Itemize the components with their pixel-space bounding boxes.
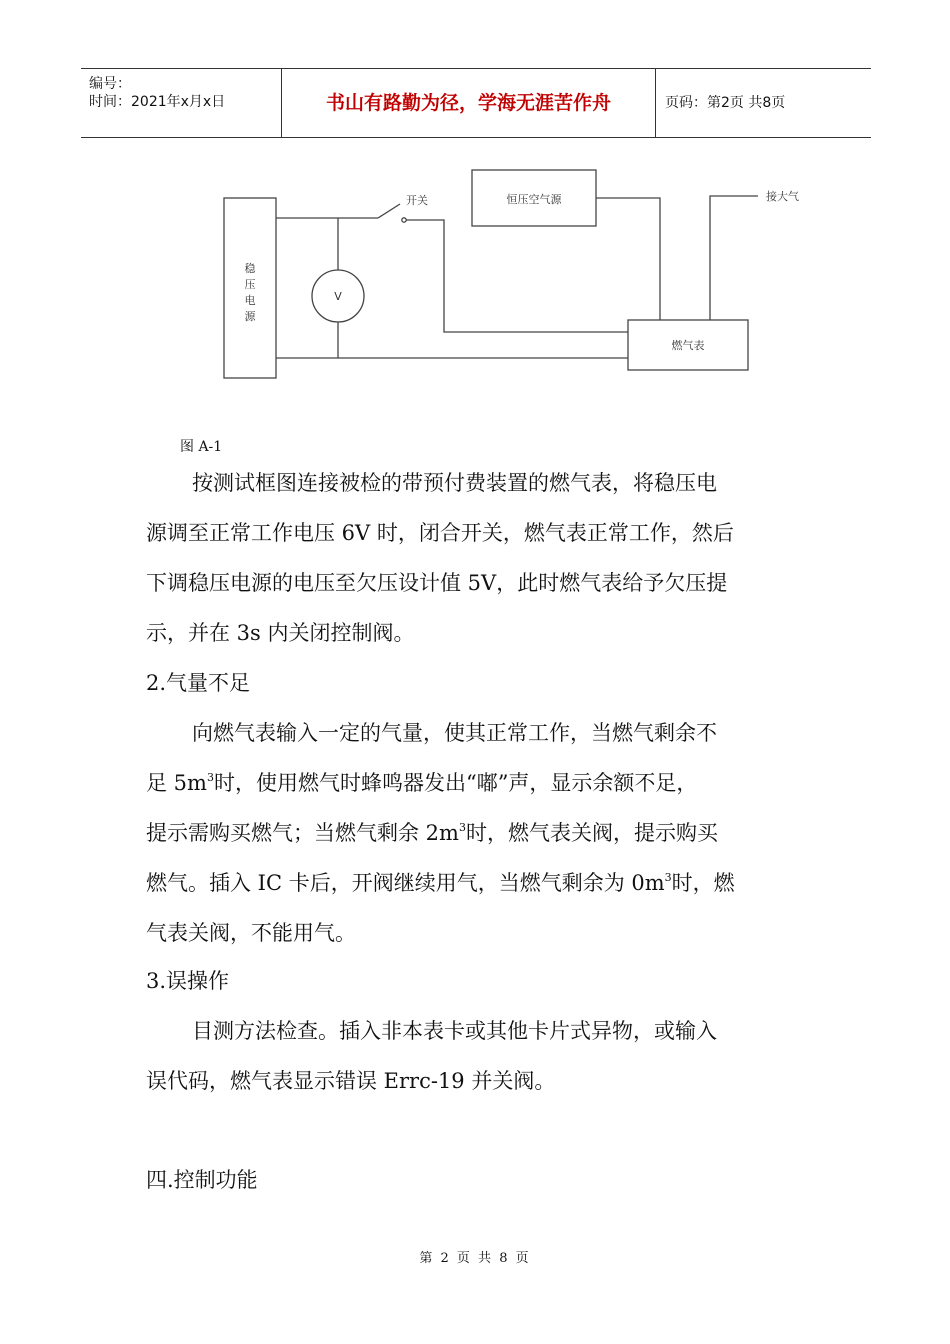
power-supply-label-1: 稳 xyxy=(244,262,256,275)
air-pipe xyxy=(596,198,660,320)
heading-control-function: 四.控制功能 xyxy=(146,1168,258,1192)
heading-misoperation: 3.误操作 xyxy=(146,969,230,993)
text-line: 下调稳压电源的电压至欠压设计值 5V，此时燃气表给予欠压提 xyxy=(146,571,728,595)
test-diagram xyxy=(210,160,810,390)
header-motto: 书山有路勤为径，学海无涯苦作舟 xyxy=(282,69,656,137)
superscript: 3 xyxy=(206,771,214,784)
text-line: 足 5m xyxy=(146,771,207,795)
voltmeter-label: V xyxy=(334,290,342,303)
atmosphere-pipe xyxy=(710,196,758,320)
power-supply-label-4: 源 xyxy=(244,310,256,323)
figure-caption: 图 A-1 xyxy=(180,439,223,455)
power-supply-label-3: 电 xyxy=(244,294,256,307)
supply-wire xyxy=(406,220,628,332)
text-line: 燃气。插入 IC 卡后，开阀继续用气，当燃气剩余为 0m xyxy=(146,871,665,895)
power-supply-label-2: 压 xyxy=(244,278,256,291)
gas-meter-label: 燃气表 xyxy=(671,339,705,352)
text-line: 误代码，燃气表显示错误 Errc-19 并关阀。 xyxy=(146,1069,556,1093)
text-line: 按测试框图连接被检的带预付费装置的燃气表，将稳压电 xyxy=(192,471,717,495)
text-line: 示，并在 3s 内关闭控制阀。 xyxy=(146,621,415,645)
text-line: 提示需购买燃气；当燃气剩余 2m xyxy=(146,821,459,845)
paragraph-gas-shortage xyxy=(146,708,814,958)
superscript: 3 xyxy=(458,821,466,834)
text-line: 时，燃气表关阀，提示购买 xyxy=(465,821,718,845)
switch-arm xyxy=(378,204,400,218)
text-line: 时，燃 xyxy=(671,871,735,895)
paragraph-undervoltage xyxy=(146,458,814,658)
switch-label: 开关 xyxy=(406,194,428,207)
time-label: 时间：2021年x月x日 xyxy=(89,94,226,110)
atmosphere-label: 接大气 xyxy=(766,190,799,203)
text-line: 向燃气表输入一定的气量，使其正常工作，当燃气剩余不 xyxy=(192,721,717,745)
superscript: 3 xyxy=(664,871,672,884)
page-footer: 第 2 页 共 8 页 xyxy=(419,1251,531,1266)
page-header xyxy=(81,68,871,138)
switch-contact xyxy=(402,218,406,222)
text-line: 气表关阀，不能用气。 xyxy=(146,921,356,945)
text-line: 源调至正常工作电压 6V 时，闭合开关，燃气表正常工作，然后 xyxy=(146,521,734,545)
text-line: 目测方法检查。插入非本表卡或其他卡片式异物，或输入 xyxy=(192,1019,717,1043)
header-meta xyxy=(81,69,282,137)
text-line: 时，使用燃气时蜂鸣器发出“嘟”声，显示余额不足， xyxy=(213,771,698,795)
air-source-label: 恒压空气源 xyxy=(506,193,562,206)
heading-gas-shortage: 2.气量不足 xyxy=(146,671,251,695)
number-label: 编号： xyxy=(89,76,131,92)
header-page-info: 页码：第2页 共8页 xyxy=(665,95,786,111)
paragraph-misoperation xyxy=(146,1006,814,1106)
